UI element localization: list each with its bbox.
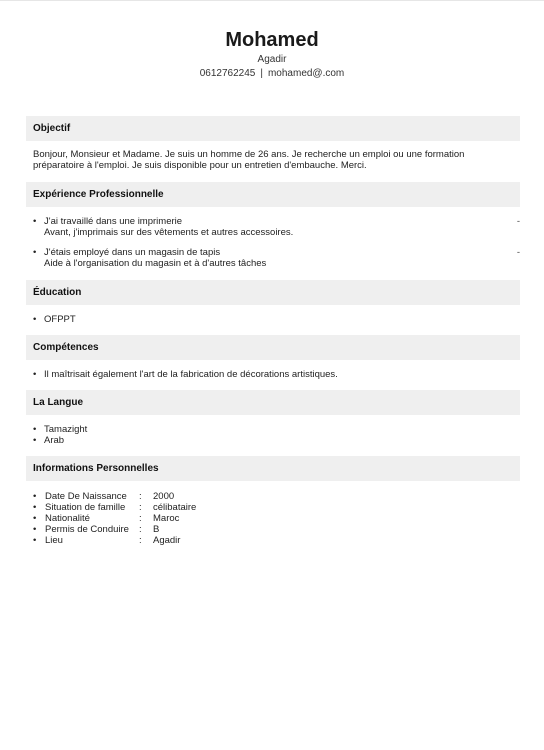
infos-table: [33, 491, 196, 546]
cv-header: [0, 28, 544, 81]
candidate-city: Agadir: [257, 54, 287, 65]
info-value: célibataire: [153, 502, 197, 513]
contact-separator: |: [260, 68, 263, 79]
bullet-icon: •: [33, 491, 37, 502]
bullet-icon: •: [33, 424, 37, 435]
section-title-experience: Expérience Professionnelle: [26, 182, 520, 207]
email-address: mohamed@.com: [267, 68, 345, 79]
section-competences: [26, 335, 520, 380]
bullet-icon: •: [33, 247, 37, 258]
bullet-icon: •: [33, 535, 37, 546]
experience-item: [33, 247, 520, 269]
phone-number: 0612762245: [199, 68, 256, 79]
top-border: [0, 0, 544, 1]
langue-item-label: Arab: [44, 435, 65, 446]
bullet-icon: •: [33, 502, 37, 513]
experience-title: J'étais employé dans un magasin de tapis: [44, 247, 221, 258]
candidate-name: Mohamed: [225, 29, 319, 51]
section-infos: [26, 456, 520, 546]
info-colon: :: [139, 513, 142, 524]
section-title-langue: La Langue: [26, 390, 520, 415]
info-value: B: [153, 524, 160, 535]
bullet-icon: •: [33, 524, 37, 535]
experience-dash: -: [516, 216, 520, 227]
info-value: Agadir: [153, 535, 181, 546]
info-label: Lieu: [45, 535, 63, 546]
info-label: Permis de Conduire: [45, 524, 129, 535]
bullet-icon: •: [33, 513, 37, 524]
info-value: 2000: [153, 491, 175, 502]
section-experience: [26, 182, 520, 269]
info-colon: :: [139, 491, 142, 502]
section-title-objectif: Objectif: [26, 116, 520, 141]
langue-item: [33, 435, 520, 446]
section-langue: [26, 390, 520, 446]
section-title-education: Éducation: [26, 280, 520, 305]
experience-item: [33, 216, 520, 238]
experience-list: [26, 207, 520, 269]
info-row: [33, 524, 196, 535]
education-item-label: OFPPT: [44, 314, 76, 325]
bullet-icon: •: [33, 369, 37, 380]
competence-item: [33, 369, 520, 380]
education-item: [33, 314, 520, 325]
competences-list: [26, 360, 520, 380]
info-label: Situation de famille: [45, 502, 126, 513]
bullet-icon: •: [33, 314, 37, 325]
info-row: [33, 535, 196, 546]
info-row: [33, 491, 196, 502]
langue-list: [26, 415, 520, 446]
experience-description: Aide à l'organisation du magasin et à d'autres tâches: [44, 258, 267, 269]
info-value: Maroc: [153, 513, 180, 524]
info-colon: :: [139, 502, 142, 513]
experience-title: J'ai travaillé dans une imprimerie: [44, 216, 183, 227]
objectif-text: Bonjour, Monsieur et Madame. Je suis un homme de 26 ans. Je recherche un emploi ou une formation préparatoire à l'emploi. Je suis disponible pour un entretien d'embauche. Merci.: [33, 149, 465, 171]
section-education: [26, 280, 520, 325]
info-label: Date De Naissance: [45, 491, 127, 502]
langue-item: [33, 424, 520, 435]
info-row: [33, 502, 196, 513]
competence-item-label: Il maîtrisait également l'art de la fabrication de décorations artistiques.: [44, 369, 338, 380]
info-label: Nationalité: [45, 513, 90, 524]
section-title-competences: Compétences: [26, 335, 520, 360]
langue-item-label: Tamazight: [44, 424, 88, 435]
experience-description: Avant, j'imprimais sur des vêtements et autres accessoires.: [44, 227, 294, 238]
bullet-icon: •: [33, 435, 37, 446]
info-row: [33, 513, 196, 524]
section-objectif: [26, 116, 520, 171]
contact-line: [0, 67, 544, 81]
bullet-icon: •: [33, 216, 37, 227]
experience-dash: -: [516, 247, 520, 258]
education-list: [26, 305, 520, 325]
info-colon: :: [139, 524, 142, 535]
info-colon: :: [139, 535, 142, 546]
section-title-infos: Informations Personnelles: [26, 456, 520, 481]
